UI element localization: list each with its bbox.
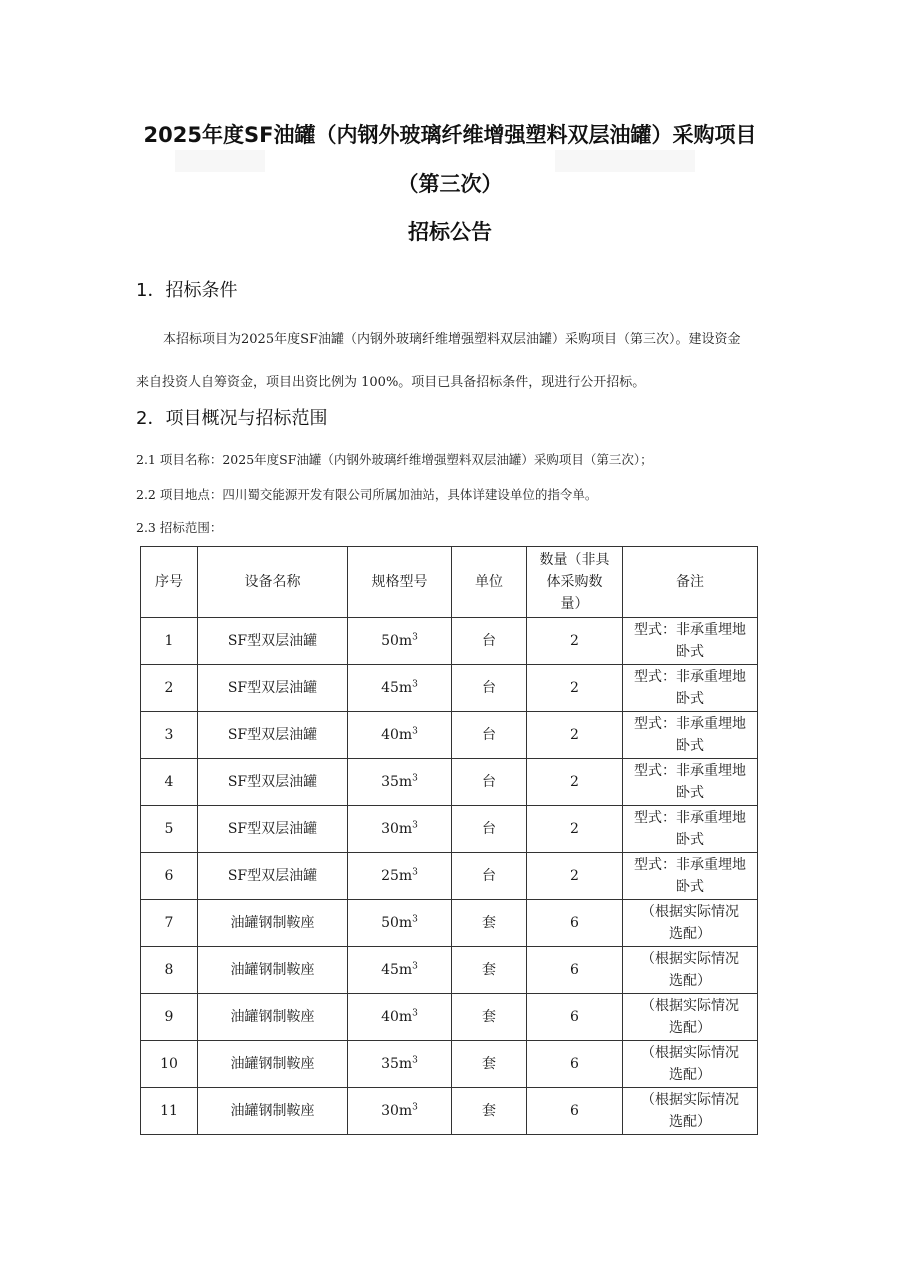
cell-unit: 套 bbox=[452, 994, 527, 1041]
cell-spec bbox=[348, 806, 452, 853]
header-unit: 单位 bbox=[452, 547, 527, 618]
cell-note bbox=[623, 712, 758, 759]
section1-para-line2: 来自投资人自筹资金，项目出资比例为 100%。项目已具备招标条件，现进行公开招标。 bbox=[136, 375, 646, 390]
note-line1: 型式：非承重埋地 bbox=[634, 622, 746, 638]
cell-unit: 套 bbox=[452, 947, 527, 994]
note-line1: （根据实际情况 bbox=[641, 998, 739, 1014]
spec-value: 35m bbox=[381, 774, 413, 790]
cell-qty: 2 bbox=[527, 712, 623, 759]
table-row bbox=[141, 712, 758, 759]
cell-spec bbox=[348, 665, 452, 712]
note-line1: 型式：非承重埋地 bbox=[634, 669, 746, 685]
spec-value: 50m bbox=[381, 915, 413, 931]
spec-superscript: 3 bbox=[412, 820, 418, 831]
spec-superscript: 3 bbox=[412, 914, 418, 925]
header-qty-line2: 体采购数 bbox=[546, 574, 603, 590]
cell-seq: 10 bbox=[141, 1041, 198, 1088]
cell-qty: 2 bbox=[527, 759, 623, 806]
spec-value: 30m bbox=[381, 1103, 413, 1119]
cell-spec bbox=[348, 853, 452, 900]
cell-qty: 2 bbox=[527, 806, 623, 853]
table-row bbox=[141, 1088, 758, 1135]
cell-name: 油罐钢制鞍座 bbox=[198, 1088, 348, 1135]
spec-value: 40m bbox=[381, 1009, 413, 1025]
spec-superscript: 3 bbox=[412, 773, 418, 784]
note-line2: 选配） bbox=[669, 926, 711, 942]
header-qty bbox=[527, 547, 623, 618]
spec-value: 50m bbox=[381, 633, 413, 649]
note-line1: （根据实际情况 bbox=[641, 1092, 739, 1108]
section2-item2: 2.2 项目地点：四川蜀交能源开发有限公司所属加油站，具体详建设单位的指令单。 bbox=[136, 487, 598, 502]
cell-unit: 台 bbox=[452, 806, 527, 853]
cell-name: SF型双层油罐 bbox=[198, 853, 348, 900]
spec-superscript: 3 bbox=[412, 679, 418, 690]
cell-unit: 台 bbox=[452, 618, 527, 665]
cell-qty: 2 bbox=[527, 853, 623, 900]
cell-name: SF型双层油罐 bbox=[198, 806, 348, 853]
cell-seq: 7 bbox=[141, 900, 198, 947]
note-line1: 型式：非承重埋地 bbox=[634, 810, 746, 826]
spec-superscript: 3 bbox=[412, 961, 418, 972]
cell-spec bbox=[348, 759, 452, 806]
header-qty-line3: 量） bbox=[560, 596, 589, 612]
cell-note bbox=[623, 1041, 758, 1088]
cell-note bbox=[623, 853, 758, 900]
note-line1: （根据实际情况 bbox=[641, 951, 739, 967]
note-line2: 卧式 bbox=[676, 691, 704, 707]
table-row bbox=[141, 994, 758, 1041]
cell-name: SF型双层油罐 bbox=[198, 712, 348, 759]
doc-title-line2: （第三次） bbox=[397, 172, 503, 196]
cell-spec bbox=[348, 618, 452, 665]
cell-spec bbox=[348, 1088, 452, 1135]
cell-note bbox=[623, 900, 758, 947]
cell-spec bbox=[348, 1041, 452, 1088]
section1-para-line1: 本招标项目为2025年度SF油罐（内钢外玻璃纤维增强塑料双层油罐）采购项目（第三次）。建设资金 bbox=[163, 332, 741, 347]
cell-note bbox=[623, 618, 758, 665]
cell-spec bbox=[348, 900, 452, 947]
doc-title-line3: 招标公告 bbox=[408, 220, 492, 244]
cell-name: 油罐钢制鞍座 bbox=[198, 947, 348, 994]
cell-unit: 套 bbox=[452, 1088, 527, 1135]
cell-name: SF型双层油罐 bbox=[198, 665, 348, 712]
spec-value: 35m bbox=[381, 1056, 413, 1072]
header-name: 设备名称 bbox=[198, 547, 348, 618]
note-line2: 选配） bbox=[669, 1067, 711, 1083]
header-qty-line1: 数量（非具 bbox=[539, 552, 610, 568]
note-line2: 卧式 bbox=[676, 644, 704, 660]
spec-value: 40m bbox=[381, 727, 413, 743]
cell-note bbox=[623, 665, 758, 712]
note-line2: 卧式 bbox=[676, 785, 704, 801]
cell-seq: 8 bbox=[141, 947, 198, 994]
note-line1: 型式：非承重埋地 bbox=[634, 857, 746, 873]
table-header-row bbox=[141, 547, 758, 618]
cell-seq: 9 bbox=[141, 994, 198, 1041]
cell-note bbox=[623, 806, 758, 853]
bid-scope-table bbox=[140, 546, 758, 1135]
spec-value: 25m bbox=[381, 868, 413, 884]
table-row bbox=[141, 853, 758, 900]
spec-value: 45m bbox=[381, 680, 413, 696]
cell-name: 油罐钢制鞍座 bbox=[198, 994, 348, 1041]
cell-qty: 6 bbox=[527, 1088, 623, 1135]
cell-name: 油罐钢制鞍座 bbox=[198, 1041, 348, 1088]
cell-spec bbox=[348, 712, 452, 759]
table-row bbox=[141, 900, 758, 947]
cell-qty: 6 bbox=[527, 994, 623, 1041]
doc-title-line1: 2025年度SF油罐（内钢外玻璃纤维增强塑料双层油罐）采购项目 bbox=[143, 123, 757, 147]
spec-value: 45m bbox=[381, 962, 413, 978]
note-line2: 选配） bbox=[669, 1020, 711, 1036]
cell-unit: 套 bbox=[452, 900, 527, 947]
header-spec: 规格型号 bbox=[348, 547, 452, 618]
section2-item1: 2.1 项目名称：2025年度SF油罐（内钢外玻璃纤维增强塑料双层油罐）采购项目（第三次）； bbox=[136, 452, 653, 467]
cell-seq: 5 bbox=[141, 806, 198, 853]
table-row bbox=[141, 665, 758, 712]
cell-note bbox=[623, 994, 758, 1041]
section1-heading: 1．招标条件 bbox=[136, 280, 238, 301]
spec-value: 30m bbox=[381, 821, 413, 837]
note-line1: 型式：非承重埋地 bbox=[634, 763, 746, 779]
cell-note bbox=[623, 1088, 758, 1135]
cell-spec bbox=[348, 947, 452, 994]
note-line1: 型式：非承重埋地 bbox=[634, 716, 746, 732]
header-note: 备注 bbox=[623, 547, 758, 618]
section2-item3: 2.3 招标范围： bbox=[136, 520, 223, 535]
note-line2: 卧式 bbox=[676, 738, 704, 754]
spec-superscript: 3 bbox=[412, 1008, 418, 1019]
note-line2: 选配） bbox=[669, 1114, 711, 1130]
cell-qty: 6 bbox=[527, 900, 623, 947]
table-row bbox=[141, 947, 758, 994]
section2-heading: 2．项目概况与招标范围 bbox=[136, 408, 328, 429]
note-line2: 选配） bbox=[669, 973, 711, 989]
cell-note bbox=[623, 759, 758, 806]
cell-note bbox=[623, 947, 758, 994]
header-seq: 序号 bbox=[141, 547, 198, 618]
cell-spec bbox=[348, 994, 452, 1041]
cell-unit: 套 bbox=[452, 1041, 527, 1088]
table-row bbox=[141, 1041, 758, 1088]
spec-superscript: 3 bbox=[412, 726, 418, 737]
cell-seq: 3 bbox=[141, 712, 198, 759]
cell-unit: 台 bbox=[452, 712, 527, 759]
cell-seq: 6 bbox=[141, 853, 198, 900]
table-row bbox=[141, 806, 758, 853]
cell-seq: 11 bbox=[141, 1088, 198, 1135]
table-row bbox=[141, 618, 758, 665]
note-line2: 卧式 bbox=[676, 879, 704, 895]
spec-superscript: 3 bbox=[412, 1102, 418, 1113]
note-line1: （根据实际情况 bbox=[641, 904, 739, 920]
note-line2: 卧式 bbox=[676, 832, 704, 848]
cell-qty: 2 bbox=[527, 665, 623, 712]
spec-superscript: 3 bbox=[412, 1055, 418, 1066]
cell-qty: 6 bbox=[527, 947, 623, 994]
cell-qty: 2 bbox=[527, 618, 623, 665]
cell-unit: 台 bbox=[452, 853, 527, 900]
cell-unit: 台 bbox=[452, 759, 527, 806]
cell-seq: 4 bbox=[141, 759, 198, 806]
note-line1: （根据实际情况 bbox=[641, 1045, 739, 1061]
cell-unit: 台 bbox=[452, 665, 527, 712]
cell-seq: 1 bbox=[141, 618, 198, 665]
spec-superscript: 3 bbox=[412, 632, 418, 643]
spec-superscript: 3 bbox=[412, 867, 418, 878]
cell-name: SF型双层油罐 bbox=[198, 759, 348, 806]
table-row bbox=[141, 759, 758, 806]
cell-seq: 2 bbox=[141, 665, 198, 712]
cell-name: 油罐钢制鞍座 bbox=[198, 900, 348, 947]
cell-qty: 6 bbox=[527, 1041, 623, 1088]
cell-name: SF型双层油罐 bbox=[198, 618, 348, 665]
